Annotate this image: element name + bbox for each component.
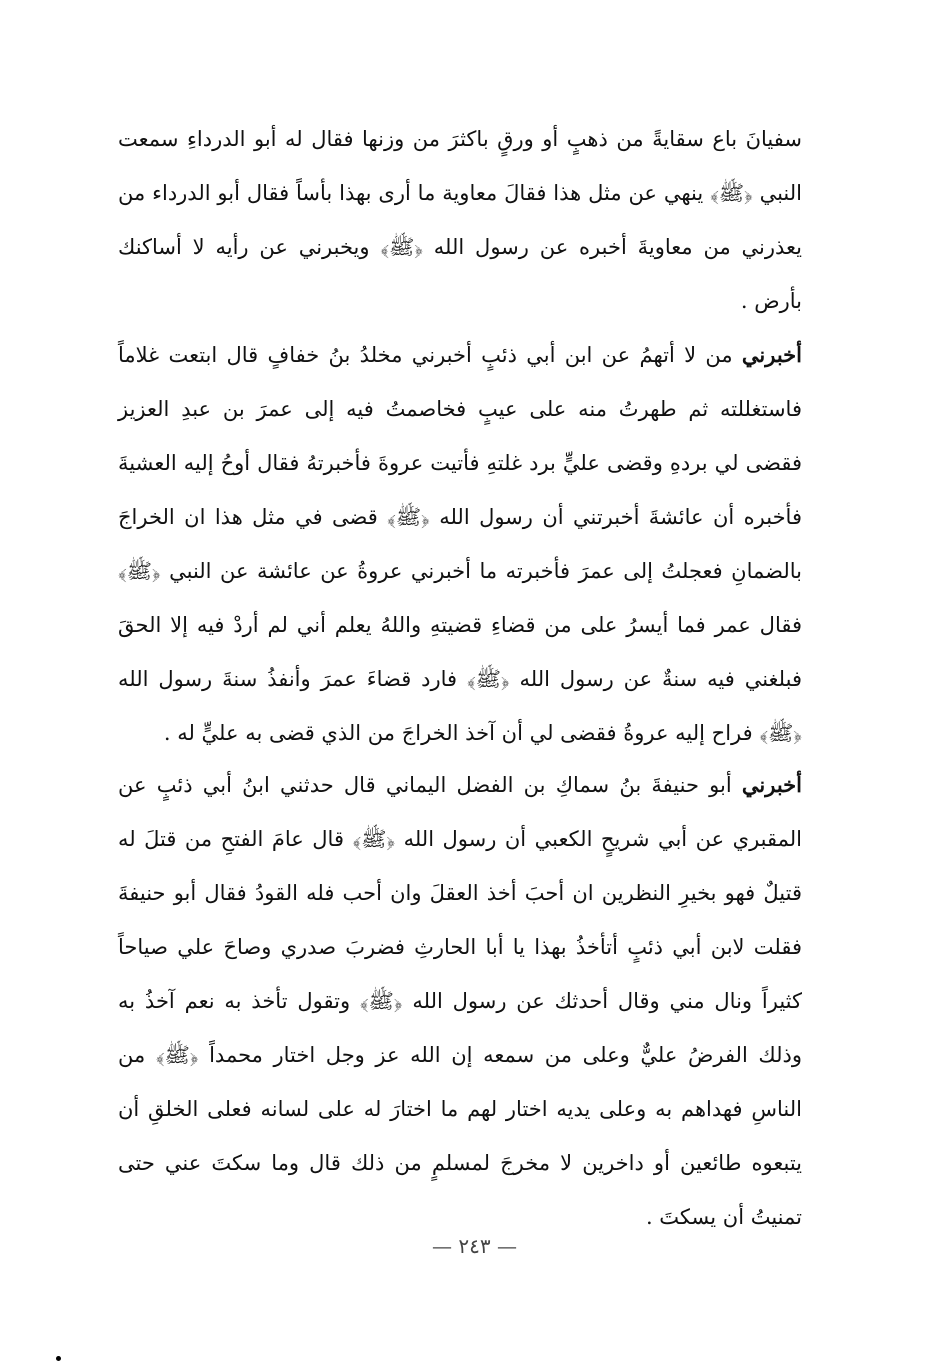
paragraph-2-lead: أخبرني bbox=[741, 342, 802, 367]
paragraph-1-text: سفيانَ باع سقايةً من ذهبٍ أو ورقٍ باكثرَ من وزنها فقال له أبو الدرداءِ سمعت النبي ﴿ﷺ﴾ ينهي عن مثل هذا فقالَ معاوية ما أرى بهذا بأساً فقال أبو الدرداء من يعذرني من معاويةَ أخبره عن رسول الله ﴿ﷺ﴾ ويخبرني عن رأيه لا أساكنك بأرض . bbox=[118, 127, 802, 313]
scan-speck bbox=[56, 1356, 61, 1361]
paragraph-2-text: من لا أتهمُ عن ابن أبي ذئبٍ أخبرني مخلدُ بنُ خفافٍ قال ابتعت غلاماً فاستغللته ثم طهرتُ منه على عيبٍ فخاصمتُ فيه إلى عمرَ بن عبدِ العزيز فقضى لي بردهِ وقضى عليٍّ برد غلتهِ فأتيت عروةَ فأخبرتهُ فقال أوحُ إليه العشيةَ فأخبره أن عائشةَ أخبرتني أن رسول الله ﴿ﷺ﴾ قضى في مثل هذا ان الخراجَ بالضمانِ فعجلتُ إلى عمرَ فأخبرته ما أخبرني عروةُ عن عائشة عن النبي ﴿ﷺ﴾ فقال عمر فما أيسرُ على من قضاءِ قضيتهِ واللهُ يعلم أني لم أردْ فيه إلا الحقَ فبلغني فيه سنةٌ عن رسول الله ﴿ﷺ﴾ فارد قضاءَ عمرَ وأنفذُ سنةَ رسول الله ﴿ﷺ﴾ فراح إليه عروةُ فقضى لي أن آخذ الخراجَ من الذي قضى به عليٍّ له . bbox=[118, 343, 802, 745]
paragraph-3 bbox=[118, 758, 802, 1244]
paragraph-3-text: أبو حنيفةَ بنُ سماكِ بن الفضل اليماني قال حدثني ابنُ أبي ذئبٍ عن المقبري عن أبي شريحٍ الكعبي أن رسول الله ﴿ﷺ﴾ قال عامَ الفتحِ من قتلَ له قتيلٌ فهو بخيرِ النظرين ان أحبَ أخذ العقلَ وان أحب فله القودُ فقال أبو حنيفةَ فقلت لابن أبي ذئبٍ أتأخذُ بهذا يا أبا الحارثِ فضربَ صدري وصاحَ علي صياحاً كثيراً ونال مني وقال أحدثك عن رسول الله ﴿ﷺ﴾ وتقول تأخذ به نعم آخذُ به وذلك الفرضُ عليٌّ وعلى من سمعه إن الله عز وجل اختار محمداً ﴿ﷺ﴾ من الناسِ فهداهم به وعلى يديه اختار لهم ما اختارَ له على لسانه فعلى الخلقِ أن يتبعوه طائعين أو داخرين لا مخرجَ لمسلمٍ من ذلك قال وما سكتَ عني حتى تمنيتُ أن يسكتَ . bbox=[118, 773, 802, 1229]
paragraph-1 bbox=[118, 112, 802, 328]
page-number: — ٢٤٣ — bbox=[432, 1234, 517, 1258]
paragraph-3-lead: أخبرني bbox=[741, 772, 802, 797]
paragraph-2 bbox=[118, 328, 802, 760]
